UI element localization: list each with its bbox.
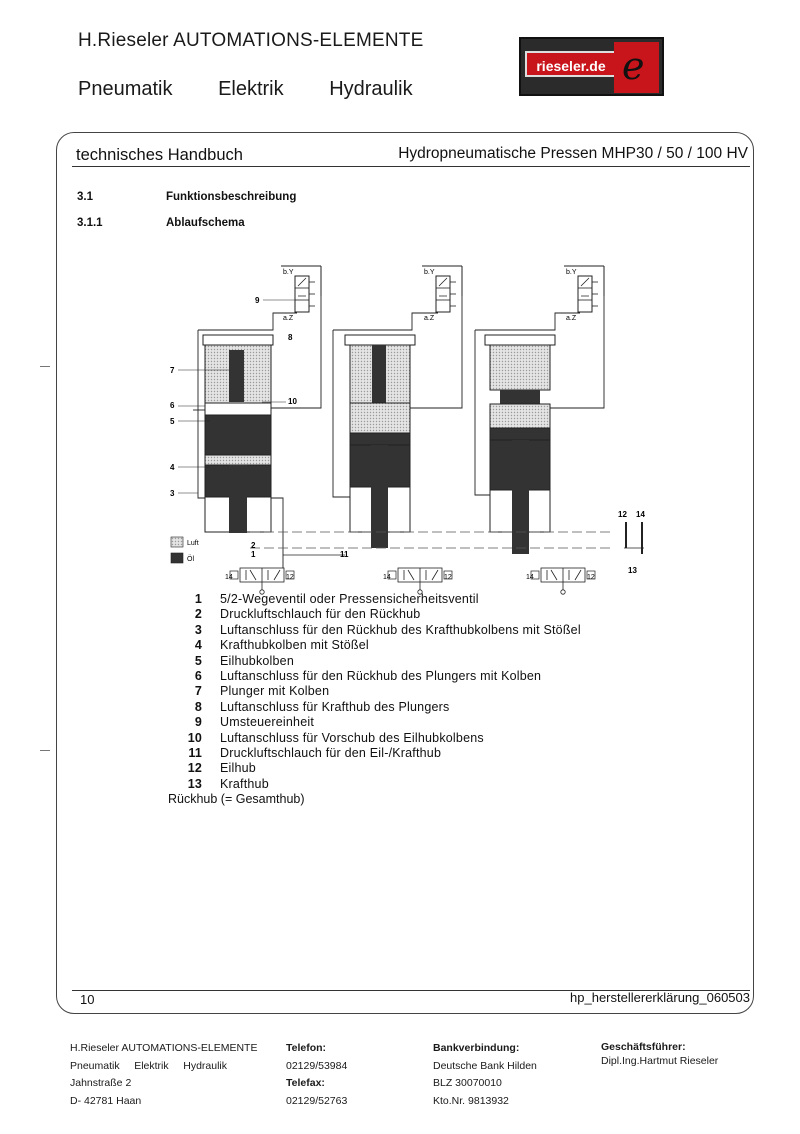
- legend-item-number: 8: [194, 699, 202, 714]
- section-number: 3.1: [77, 191, 93, 203]
- manager-label: Geschäftsführer:: [601, 1041, 686, 1053]
- legend-item: [168, 761, 581, 776]
- svg-text:a.Z: a.Z: [424, 315, 435, 322]
- legend-item-number: 4: [194, 638, 202, 653]
- footer-phone: [286, 1040, 347, 1110]
- footer-categories: Pneumatik Elektrik Hydraulik: [70, 1059, 227, 1072]
- callout-9: 9: [255, 296, 260, 305]
- legend-item-number: 6: [194, 669, 202, 684]
- legend-item-number: 5: [194, 653, 202, 668]
- legend-item-text: Krafthubkolben mit Stößel: [220, 638, 369, 653]
- callout-4: 4: [170, 463, 175, 472]
- section-title: Funktionsbeschreibung: [166, 191, 297, 203]
- legend-item-number: 9: [194, 715, 202, 730]
- valve-labels: [283, 269, 577, 322]
- phone-value: 02129/53984: [286, 1059, 348, 1072]
- bank-label: Bankverbindung:: [433, 1042, 520, 1054]
- footer-city: D- 42781 Haan: [70, 1094, 142, 1107]
- callout-10: 10: [288, 397, 297, 406]
- footer-bank: [433, 1040, 537, 1110]
- svg-text:a.Z: a.Z: [566, 315, 577, 322]
- legend-item-text: Luftanschluss für den Rückhub des Plungers mit Kolben: [220, 669, 542, 684]
- bank-account: Kto.Nr. 9813932: [433, 1094, 509, 1107]
- legend-item: [168, 669, 581, 684]
- legend-item: [168, 731, 581, 746]
- legend-item-text: Plunger mit Kolben: [220, 684, 330, 699]
- legend-item-text: Eilhub: [220, 761, 256, 776]
- legend-item-number: 3: [194, 622, 202, 637]
- legend-item-number: 10: [187, 730, 202, 745]
- company-name: H.Rieseler AUTOMATIONS-ELEMENTE: [78, 30, 424, 51]
- legend-item-number: 11: [188, 746, 202, 761]
- legend-luft: Luft: [187, 540, 199, 547]
- legend-item-text: Luftanschluss für Krafthub des Plungers: [220, 699, 450, 714]
- legend-item: [168, 623, 581, 638]
- bank-blz: BLZ 30070010: [433, 1077, 502, 1089]
- component-legend: [168, 592, 581, 792]
- press-3: [475, 266, 604, 594]
- callout-11: 11: [340, 550, 349, 559]
- legend-item: [168, 654, 581, 669]
- legend-item: [168, 638, 581, 653]
- bank-name: Deutsche Bank Hilden: [433, 1059, 537, 1072]
- svg-text:b.Y: b.Y: [283, 269, 294, 276]
- legend-item-text: Luftanschluss für Vorschub des Eilhubkolbens: [220, 730, 484, 745]
- fax-label: Telefax:: [286, 1077, 325, 1089]
- legend-item-text: Luftanschluss für den Rückhub des Krafthubkolbens mit Stößel: [220, 622, 581, 637]
- footer-company-name: H.Rieseler AUTOMATIONS-ELEMENTE: [70, 1042, 258, 1054]
- callout-1: 1: [251, 550, 256, 559]
- product-title: Hydropneumatische Pressen MHP30 / 50 / 100 HV: [398, 145, 748, 162]
- legend-last-line: Rückhub (= Gesamthub): [168, 792, 305, 806]
- svg-text:14: 14: [225, 574, 233, 581]
- phone-label: Telefon:: [286, 1042, 327, 1054]
- press-2: [333, 266, 462, 594]
- legend-item-number: 1: [194, 592, 202, 606]
- page-number: 10: [80, 992, 95, 1007]
- footer-company: [70, 1040, 257, 1110]
- press-1: [193, 266, 321, 594]
- svg-text:b.Y: b.Y: [566, 269, 577, 276]
- callout-8: 8: [288, 333, 293, 342]
- logo-e-icon: e: [614, 42, 659, 93]
- legend-item: [168, 607, 581, 622]
- category-elektrik: Elektrik: [218, 78, 284, 100]
- svg-text:12: 12: [587, 574, 595, 581]
- callout-5: 5: [170, 417, 175, 426]
- legend-item-text: Druckluftschlauch für den Eil-/Krafthub: [220, 746, 442, 761]
- legend-item: [168, 777, 581, 792]
- stroke-label-13: 13: [628, 566, 637, 575]
- handbook-title: technisches Handbuch: [76, 146, 243, 164]
- legend-item-number: 12: [187, 761, 202, 776]
- svg-text:14: 14: [383, 574, 391, 581]
- svg-text:12: 12: [286, 574, 294, 581]
- legend-item: [168, 592, 581, 607]
- callout-3: 3: [170, 489, 175, 498]
- stroke-label-12: 12: [618, 510, 627, 519]
- legend-item-number: 2: [194, 607, 202, 622]
- callout-7: 7: [170, 366, 175, 375]
- section-number: 3.1.1: [77, 217, 103, 229]
- legend-item-text: Eilhubkolben: [220, 653, 294, 668]
- legend-oel: Öl: [187, 556, 194, 563]
- svg-text:12: 12: [444, 574, 452, 581]
- callout-6: 6: [170, 401, 175, 410]
- category-pneumatik: Pneumatik: [78, 78, 173, 100]
- footer-manager: [601, 1040, 718, 1068]
- svg-text:a.Z: a.Z: [283, 315, 294, 322]
- legend-item: [168, 684, 581, 699]
- legend-item: [168, 746, 581, 761]
- medium-legend: [171, 537, 199, 563]
- legend-item-text: Umsteuereinheit: [220, 715, 315, 730]
- legend-item-text: 5/2-Wegeventil oder Pressensicherheitsventil: [220, 592, 479, 606]
- legend-item-text: Druckluftschlauch für den Rückhub: [220, 607, 421, 622]
- legend-item-number: 13: [187, 776, 202, 791]
- footer-street: Jahnstraße 2: [70, 1077, 132, 1089]
- fax-value: 02129/52763: [286, 1094, 348, 1107]
- callout-2: 2: [251, 541, 256, 550]
- section-title: Ablaufschema: [166, 217, 245, 229]
- document-filename: hp_herstellererklärung_060503: [570, 990, 750, 1005]
- stroke-indicator: [618, 510, 645, 575]
- svg-text:14: 14: [526, 574, 534, 581]
- logo-text: rieseler.de: [525, 51, 617, 77]
- legend-item: [168, 715, 581, 730]
- manager-name: Dipl.Ing.Hartmut Rieseler: [601, 1055, 719, 1067]
- legend-item: [168, 700, 581, 715]
- svg-text:b.Y: b.Y: [424, 269, 435, 276]
- category-hydraulik: Hydraulik: [329, 78, 413, 100]
- legend-item-text: Krafthub: [220, 776, 269, 791]
- legend-item-number: 7: [194, 684, 202, 699]
- stroke-label-14: 14: [636, 510, 645, 519]
